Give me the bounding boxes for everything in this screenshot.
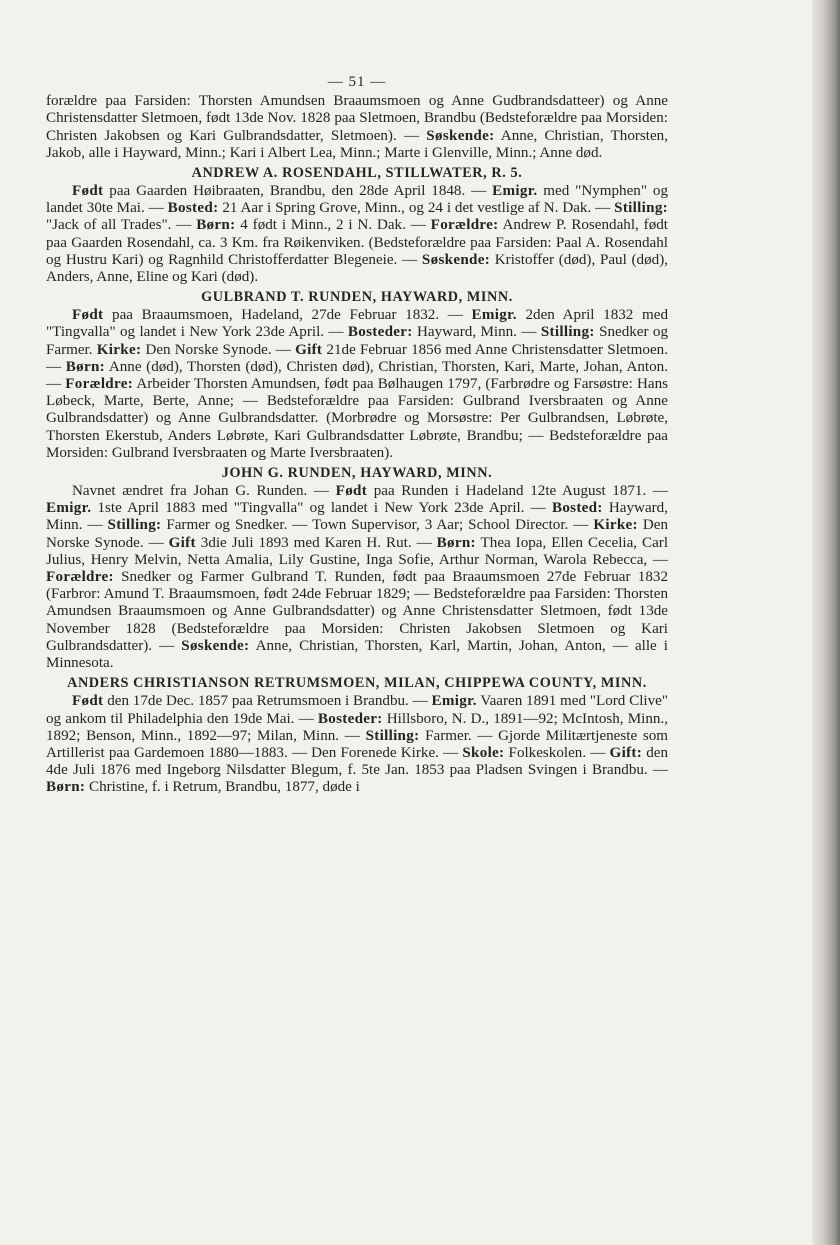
field-label: Gift [295, 341, 323, 358]
field-label: Kirke: [593, 517, 638, 534]
biography-entry [46, 289, 668, 462]
field-label: Emigr. [492, 183, 538, 200]
field-text: Christine, f. i Retrum, Brandbu, 1877, døde i [85, 779, 360, 796]
field-label: Stilling: [107, 517, 162, 534]
field-label: Stilling: [540, 324, 595, 341]
field-text: Den Norske Synode. — [141, 341, 296, 358]
field-text: "Jack of all Trades". — [46, 217, 197, 234]
biography-entry [46, 675, 668, 796]
field-text: forældre paa Farsiden: Thorsten Amundsen Braaumsmoen og Anne Gudbrandsdatteer) og Anne Christensdatter Sletmoen, født 13de Nov. 1828 paa Sletmoen, Brandbu (Bedsteforældre paa Morsiden: Christen Jakobsen og Kari Gulbrandsdatter, Sletmoen). — [46, 93, 668, 144]
field-label: Søskende: [426, 127, 495, 144]
field-label: Emigr. [471, 307, 517, 324]
field-label: Børn: [196, 217, 236, 234]
field-text: Vaaren 1891 med "Lord Clive" og ankom til Philadelphia den 19de Mai. — [46, 693, 669, 727]
field-label: Født [72, 183, 104, 200]
field-label: Bosteder: [347, 324, 413, 341]
field-text: Andrew P. Rosendahl, født paa Gaarden Rosendahl, ca. 3 Km. fra Røikenviken. (Bedsteforældre paa Farsiden: Paal A. Rosendahl og Hustru Kari) og Ragnhild Christofferdatter Blegeneie. — [46, 217, 668, 268]
field-text: 21 Aar i Spring Grove, Minn., og 24 i det vestlige af N. Dak. — [218, 200, 615, 217]
field-label: Forældre: [65, 376, 134, 393]
field-label: Forældre: [430, 217, 499, 234]
field-text: Farmer og Snedker. — Town Supervisor, 3 Aar; School Director. — [161, 517, 594, 534]
entry-text [46, 93, 668, 162]
entry-heading: ANDREW A. ROSENDAHL, STILLWATER, R. 5. [191, 165, 523, 182]
entry-text [46, 183, 668, 286]
field-text: Arbeider Thorsten Amundsen, født paa Bølhaugen 1797, (Farbrødre og Farsøstre: Hans Løbeck, Marte, Berte, Anne; — Bedsteforældre paa Farsiden: Gulbrand Iversbraaten og Anne Gulbrandsdatter) og Anne Gulbrandsdatter. (Morbrødre og Morsøstre: Per Gulbrandsen, Løbrøte, Thorsten Ekerstub, Anders Løbrøte, Kari Gulbrandsdatter Løbrøte, Brandbu; — Bedsteforældre paa Morsiden: Gulbrand Iversbraaten og Marte Iversbraaten). [46, 376, 668, 461]
field-label: Børn: [436, 534, 476, 551]
field-text: Kristoffer (død), Paul (død), Anders, Anne, Eline og Kari (død). [46, 251, 668, 286]
field-text: Snedker og Farmer. [46, 324, 668, 358]
biography-entries [46, 93, 668, 796]
field-label: Født [72, 307, 104, 324]
biography-entry [46, 93, 668, 162]
field-text: den 4de Juli 1876 med Ingeborg Nilsdatter Blegum, f. 5te Jan. 1853 paa Pladsen Svingen i Brandbu. — [46, 744, 668, 779]
field-text: Thea Iopa, Ellen Cecelia, Carl Julius, Henry Melvin, Netta Amalia, Lily Gustine, Inga Sofie, Arthur Norman, Warola Rebecca, — [46, 534, 669, 568]
field-text: Hillsboro, N. D., 1891—92; McIntosh, Minn., 1892; Benson, Minn., 1892—97; Milan, Minn. — [46, 710, 668, 744]
field-text: Anne (død), Thorsten (død), Christen død), Christian, Thorsten, Kari, Marte, Johan, Anton. — [46, 358, 668, 393]
field-text: med "Nymphen" og landet 30te Mai. — [46, 183, 668, 217]
field-text: Hayward, Minn. — [412, 324, 541, 341]
entry-heading: ANDERS CHRISTIANSON RETRUMSMOEN, MILAN, CHIPPEWA COUNTY, MINN. [67, 675, 647, 692]
field-label: Stilling: [365, 727, 420, 744]
field-text: Hayward, Minn. — [46, 500, 668, 534]
field-text: 3die Juli 1893 med Karen H. Rut. — [195, 534, 437, 551]
field-text: den 17de Dec. 1857 paa Retrumsmoen i Brandbu. — [103, 693, 432, 710]
field-text: Farmer. — Gjorde Militærtjeneste som Artillerist paa Gardemoen 1880—1883. — Den Forenede Kirke. — [46, 727, 669, 761]
page-number: — 51 — [327, 74, 387, 90]
field-text: paa Runden i Hadeland 12te August 1871. — [367, 483, 668, 500]
field-text: 2den April 1832 med "Tingvalla" og landet i New York 23de April. — [46, 307, 668, 341]
entry-heading: JOHN G. RUNDEN, HAYWARD, MINN. [221, 465, 493, 482]
field-label: Gift [168, 534, 196, 551]
field-label: Bosteder: [317, 710, 383, 727]
field-text: 1ste April 1883 med "Tingvalla" og landet i New York 23de April. — [91, 500, 552, 517]
field-label: Gift: [609, 744, 643, 761]
field-label: Bosted: [167, 200, 219, 217]
field-label: Kirke: [96, 341, 142, 358]
field-label: Søskende: [181, 637, 250, 654]
field-label: Børn: [65, 358, 105, 375]
field-text: Anne, Christian, Thorsten, Karl, Martin, Johan, Anton, — alle i Minnesota. [46, 637, 668, 672]
field-text: paa Braaumsmoen, Hadeland, 27de Februar 1832. — [103, 307, 472, 324]
field-text: 21de Februar 1856 med Anne Christensdatter Sletmoen. — [46, 341, 668, 375]
field-text: paa Gaarden Høibraaten, Brandbu, den 28de April 1848. — [103, 183, 493, 200]
field-text: Anne, Christian, Thorsten, Jakob, alle i Hayward, Minn.; Kari i Albert Lea, Minn.; Marte i Glenville, Minn.; Anne død. [46, 127, 668, 161]
field-label: Børn: [46, 779, 86, 796]
field-label: Emigr. [431, 693, 477, 710]
field-text: Folkeskolen. — [504, 744, 610, 761]
page-gutter-shadow [812, 0, 840, 1245]
field-label: Født [335, 483, 368, 500]
field-label: Skole: [462, 744, 505, 761]
page-content [46, 74, 668, 797]
field-label: Forældre: [46, 569, 114, 586]
field-label: Søskende: [421, 251, 491, 268]
field-text: Navnet ændret fra Johan G. Runden. — [72, 483, 336, 500]
entry-heading: GULBRAND T. RUNDEN, HAYWARD, MINN. [201, 289, 513, 306]
field-label: Emigr. [46, 500, 92, 517]
entry-text [46, 693, 668, 796]
biography-entry [46, 465, 668, 672]
field-text: Den Norske Synode. — [46, 517, 668, 551]
field-label: Bosted: [551, 500, 603, 517]
entry-text [46, 307, 668, 462]
field-label: Født [72, 693, 104, 710]
field-label: Stilling: [614, 200, 669, 217]
biography-entry [46, 165, 668, 286]
field-text: 4 født i Minn., 2 i N. Dak. — [235, 217, 431, 234]
entry-text [46, 483, 668, 672]
field-text: Snedker og Farmer Gulbrand T. Runden, født paa Braaumsmoen 27de Februar 1832 (Farbror: Amund T. Braaumsmoen, født 24de Februar 1829; — Bedsteforældre paa Farsiden: Thorsten Amundsen Braaumsmoen og Anne Gulbrandsdatter) og Anne Christensdatter Sletmoen, født 13de November 1828 (Bedsteforældre paa Morsiden: Christen Jakobsen Sletmoen og Kari Gulbrandsdatter). — [46, 569, 668, 654]
